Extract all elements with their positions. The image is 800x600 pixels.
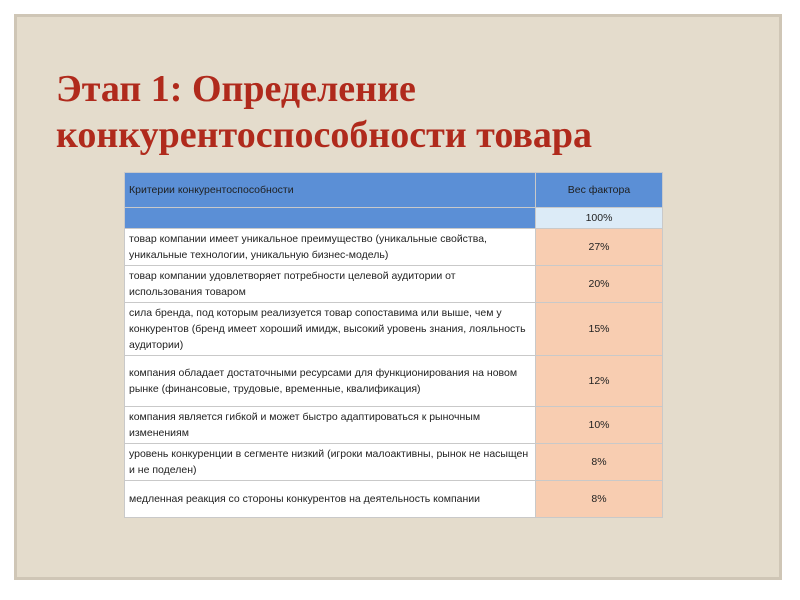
- total-weight: 100%: [536, 208, 663, 229]
- table-total-row: [125, 208, 663, 229]
- title-line-1: Этап 1: Определение: [56, 68, 416, 110]
- header-criteria: Критерии конкурентоспособности: [125, 173, 536, 208]
- title-line-2: конкурентоспособности товара: [56, 114, 593, 156]
- header-weight: Вес фактора: [536, 173, 663, 208]
- total-blank-cell: [125, 208, 536, 229]
- weight-cell: 27%: [536, 229, 663, 266]
- criterion-cell: уровень конкуренции в сегменте низкий (игроки малоактивны, рынок не насыщен и не поделен): [125, 444, 536, 481]
- table-header-row: [125, 173, 663, 208]
- weight-cell: 10%: [536, 407, 663, 444]
- criterion-cell: компания является гибкой и может быстро адаптироваться к рыночным изменениям: [125, 407, 536, 444]
- weight-cell: 12%: [536, 356, 663, 407]
- criterion-cell: товар компании удовлетворяет потребности целевой аудитории от использования товаром: [125, 266, 536, 303]
- criteria-table-container: [124, 172, 662, 518]
- criterion-cell: медленная реакция со стороны конкурентов на деятельность компании: [125, 481, 536, 518]
- table-row: [125, 444, 663, 481]
- criterion-cell: компания обладает достаточными ресурсами для функционирования на новом рынке (финансовые, трудовые, временные, квалификация): [125, 356, 536, 407]
- table-row: [125, 229, 663, 266]
- table-row: [125, 481, 663, 518]
- criterion-cell: сила бренда, под которым реализуется товар сопоставима или выше, чем у конкурентов (бренд имеет хороший имидж, высокий уровень знания, лояльность аудитории): [125, 303, 536, 356]
- weight-cell: 8%: [536, 444, 663, 481]
- table-row: [125, 303, 663, 356]
- criteria-table: [124, 172, 663, 518]
- table-row: [125, 266, 663, 303]
- table-row: [125, 356, 663, 407]
- criterion-cell: товар компании имеет уникальное преимущество (уникальные свойства, уникальные технологии, уникальную бизнес-модель): [125, 229, 536, 266]
- weight-cell: 20%: [536, 266, 663, 303]
- weight-cell: 15%: [536, 303, 663, 356]
- page-title: [56, 66, 592, 158]
- table-row: [125, 407, 663, 444]
- weight-cell: 8%: [536, 481, 663, 518]
